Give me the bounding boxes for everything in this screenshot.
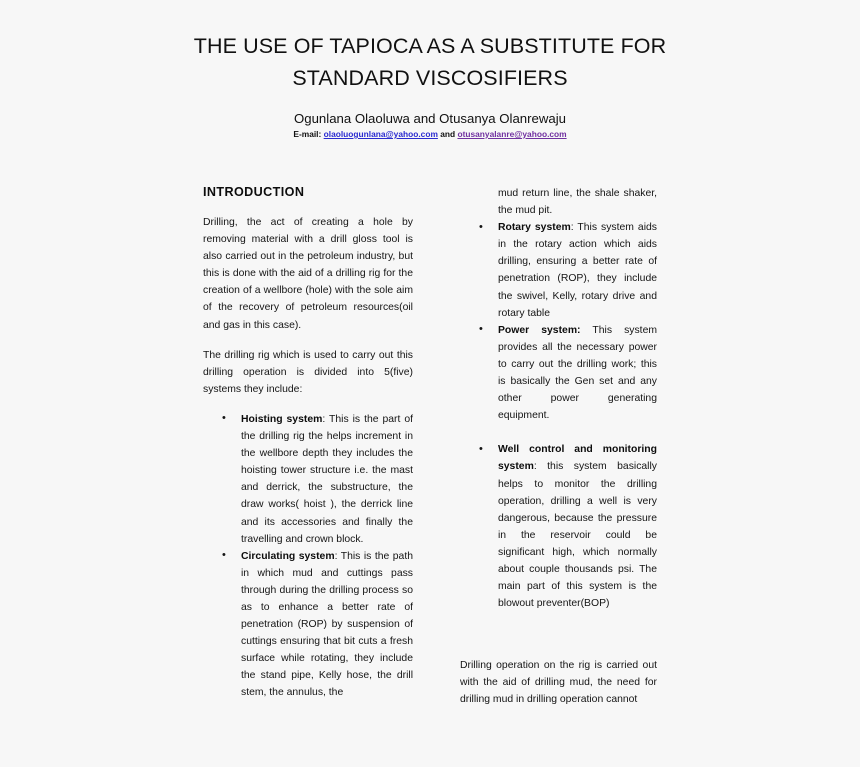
email-link-author-1[interactable]: olaoluogunlana@yahoo.com xyxy=(323,129,438,139)
title-line-1: THE USE OF TAPIOCA AS A SUBSTITUTE FOR xyxy=(193,34,667,58)
bullet-term: Well control and monitoring system xyxy=(498,444,657,473)
title-block xyxy=(0,30,860,140)
list-item xyxy=(222,411,413,548)
closing-paragraph: Drilling operation on the rig is carried out with the aid of drilling mud, the need for drilling mud in drilling operation cannot xyxy=(460,660,657,706)
list-item xyxy=(479,322,657,425)
right-column xyxy=(460,185,657,709)
bullet-text: This system provides all the necessary power to carry out the drilling work; this is basically the Gen set and any other power generating equipment. xyxy=(498,324,658,422)
title-line-2: STANDARD VISCOSIFIERS xyxy=(292,66,568,90)
bullet-term: Circulating system xyxy=(241,550,335,562)
bullet-term: Rotary system xyxy=(498,222,571,234)
author-list: Ogunlana Olaoluwa and Otusanya Olanrewaju xyxy=(294,111,566,126)
bullet-term: Power system: xyxy=(498,324,581,336)
email-label: E-mail: xyxy=(293,129,322,139)
list-item xyxy=(479,219,657,322)
bullet-text: : this system basically helps to monitor the drilling operation, drilling a well is very dangerous, because the pressure in the reservoir could be significant high, which normally about couple thousands psi. The main part of this system is the blowout preventer(BOP) xyxy=(498,461,657,610)
email-link-author-2[interactable]: otusanyalanre@yahoo.com xyxy=(457,129,567,139)
drilling-systems-list-left xyxy=(203,411,413,702)
bullet-text: : This is the part of the drilling rig the helps increment in the wellbore depth they includes the hoisting tower structure i.e. the mast and derrick, the substructure, the draw works( hoist ), the derrick line and its accessories and finally the travelling and crown block. xyxy=(241,413,414,545)
list-item xyxy=(479,441,657,612)
intro-paragraph-2: The drilling rig which is used to carry out this drilling operation is divided into 5(five) systems they include: xyxy=(203,349,413,395)
section-heading-introduction: INTRODUCTION xyxy=(203,185,305,199)
drilling-systems-list-right xyxy=(460,219,657,612)
continuation-fragment: mud return line, the shale shaker, the mud pit. xyxy=(498,188,657,217)
column-spacer xyxy=(460,612,657,657)
email-conjunction: and xyxy=(440,129,456,139)
left-column xyxy=(203,185,413,702)
bullet-text: : This system aids in the rotary action which aids drilling, ensuring a better rate of penetration (ROP), they include the swivel, Kelly, rotary drive and rotary table xyxy=(498,222,657,319)
page-title xyxy=(0,30,860,94)
bullet-text: : This is the path in which mud and cuttings pass through during the drilling process so as to enhance a better rate of penetration (ROP) by suspension of cuttings ensuring that bit cuts a fresh surface while rotating, they include the stand pipe, Kelly hose, the drill stem, the annulus, the xyxy=(241,550,413,699)
body-columns xyxy=(0,185,860,745)
email-line xyxy=(0,129,860,140)
list-item xyxy=(222,548,413,702)
intro-paragraph-1: Drilling, the act of creating a hole by removing material with a drill gloss tool is also carried out in the petroleum industry, but this is done with the aid of a drilling rig for the creation of a wellbore (hole) with the sole aim of the recovery of petroleum resources(oil and gas in this case). xyxy=(203,217,413,331)
bullet-term: Hoisting system xyxy=(241,413,323,425)
